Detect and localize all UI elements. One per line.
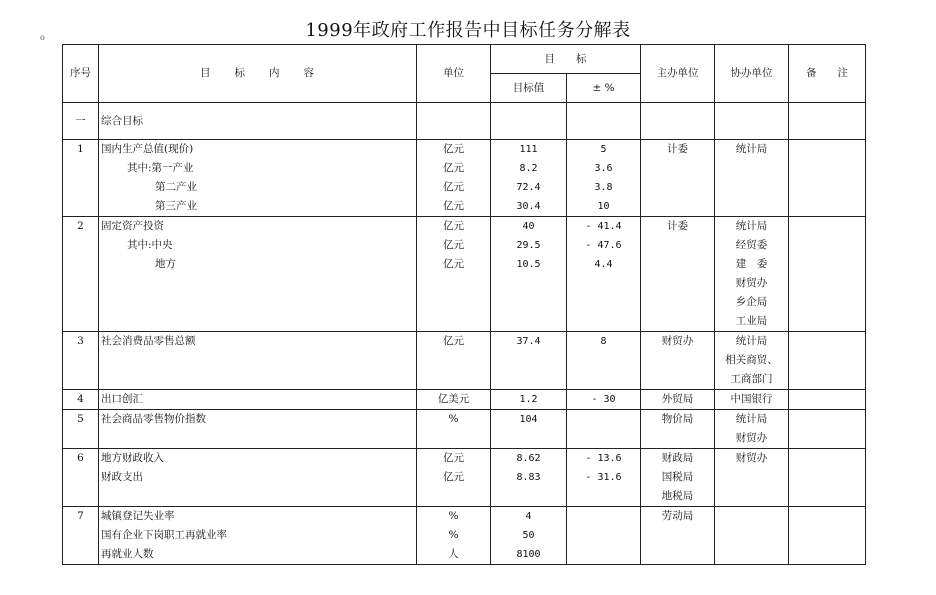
cell-seq: 7	[63, 507, 99, 527]
cell-target-value: 8.2	[491, 159, 567, 178]
cell-change	[567, 429, 641, 449]
cell-remark	[789, 159, 866, 178]
table-row	[63, 468, 866, 487]
cell-assist-unit	[715, 197, 789, 217]
cell-lead-unit	[641, 429, 715, 449]
cell-seq	[63, 487, 99, 507]
header-unit: 单位	[417, 45, 491, 103]
cell-remark	[789, 390, 866, 410]
cell-target-value	[491, 274, 567, 293]
cell-seq: 4	[63, 390, 99, 410]
table-row	[63, 140, 866, 160]
cell-content	[99, 370, 417, 390]
cell-lead-unit	[641, 293, 715, 312]
cell-change	[567, 370, 641, 390]
cell-unit	[417, 370, 491, 390]
table-row	[63, 255, 866, 274]
cell-assist-unit: 经贸委	[715, 236, 789, 255]
cell-lead-unit	[641, 178, 715, 197]
cell-seq	[63, 159, 99, 178]
cell-unit	[417, 293, 491, 312]
cell-content: 第三产业	[99, 197, 417, 217]
cell-assist-unit: 工商部门	[715, 370, 789, 390]
cell-content	[99, 487, 417, 507]
cell-target-value: 104	[491, 410, 567, 430]
table-row	[63, 351, 866, 370]
cell-content: 国有企业下岗职工再就业率	[99, 526, 417, 545]
cell-target-value: 29.5	[491, 236, 567, 255]
cell-content: 其中:中央	[99, 236, 417, 255]
cell-content: 其中:第一产业	[99, 159, 417, 178]
cell-remark	[789, 312, 866, 332]
cell-content	[99, 351, 417, 370]
cell-lead-unit	[641, 526, 715, 545]
cell-target-value: 8.62	[491, 449, 567, 469]
cell-remark	[789, 332, 866, 352]
header-assist: 协办单位	[715, 45, 789, 103]
cell-remark	[789, 274, 866, 293]
cell-assist-unit: 财贸办	[715, 429, 789, 449]
cell-unit	[417, 312, 491, 332]
cell-content	[99, 312, 417, 332]
cell-change	[567, 312, 641, 332]
cell-lead-unit: 计委	[641, 140, 715, 160]
cell-assist-unit: 统计局	[715, 140, 789, 160]
table-row	[63, 545, 866, 565]
header-content: 目 标 内 容	[99, 45, 417, 103]
cell-target-value	[491, 312, 567, 332]
table-row	[63, 370, 866, 390]
header-lead: 主办单位	[641, 45, 715, 103]
cell-target-value: 10.5	[491, 255, 567, 274]
cell-change	[567, 526, 641, 545]
cell-remark	[789, 545, 866, 565]
header-target-value: 目标值	[491, 74, 567, 103]
table-row	[63, 526, 866, 545]
cell-content: 地方	[99, 255, 417, 274]
cell-seq: 3	[63, 332, 99, 352]
cell-remark	[789, 293, 866, 312]
cell-remark	[789, 429, 866, 449]
table-row	[63, 332, 866, 352]
cell-lead-unit: 国税局	[641, 468, 715, 487]
cell-change: 10	[567, 197, 641, 217]
cell-lead-unit: 外贸局	[641, 390, 715, 410]
cell-assist-unit: 统计局	[715, 332, 789, 352]
cell-seq	[63, 526, 99, 545]
cell-unit: 亿元	[417, 236, 491, 255]
cell-content: 国内生产总值(现价)	[99, 140, 417, 160]
table-row	[63, 159, 866, 178]
cell-change: - 31.6	[567, 468, 641, 487]
table-row	[63, 390, 866, 410]
cell-change	[567, 410, 641, 430]
cell-remark	[789, 217, 866, 237]
cell-remark	[789, 236, 866, 255]
cell-unit: 人	[417, 545, 491, 565]
table-row	[63, 236, 866, 255]
cell-remark	[789, 449, 866, 469]
section-seq: 一	[63, 103, 99, 140]
cell-target-value	[491, 351, 567, 370]
cell-content	[99, 429, 417, 449]
cell-lead-unit	[641, 545, 715, 565]
cell-seq	[63, 429, 99, 449]
cell-lead-unit: 财贸办	[641, 332, 715, 352]
target-task-table	[62, 44, 866, 565]
cell-remark	[789, 351, 866, 370]
page-title: 1999年政府工作报告中目标任务分解表	[305, 20, 631, 41]
scan-mark: o	[40, 33, 45, 42]
cell-change: 8	[567, 332, 641, 352]
cell-unit: 亿元	[417, 449, 491, 469]
cell-remark	[789, 140, 866, 160]
cell-remark	[789, 197, 866, 217]
cell-target-value	[491, 487, 567, 507]
cell-lead-unit	[641, 255, 715, 274]
cell-lead-unit	[641, 236, 715, 255]
cell-unit: 亿元	[417, 332, 491, 352]
cell-assist-unit: 相关商贸、	[715, 351, 789, 370]
cell-unit: 亿元	[417, 255, 491, 274]
cell-assist-unit: 财贸办	[715, 274, 789, 293]
table-row	[63, 274, 866, 293]
cell-unit	[417, 429, 491, 449]
cell-seq	[63, 255, 99, 274]
cell-unit: %	[417, 526, 491, 545]
table-row	[63, 410, 866, 430]
cell-lead-unit	[641, 159, 715, 178]
cell-lead-unit: 地税局	[641, 487, 715, 507]
cell-assist-unit	[715, 526, 789, 545]
table-row	[63, 429, 866, 449]
cell-target-value: 72.4	[491, 178, 567, 197]
cell-change: 5	[567, 140, 641, 160]
cell-assist-unit	[715, 545, 789, 565]
cell-assist-unit	[715, 487, 789, 507]
cell-change	[567, 507, 641, 527]
cell-unit: 亿元	[417, 197, 491, 217]
cell-target-value: 50	[491, 526, 567, 545]
cell-unit: 亿元	[417, 178, 491, 197]
cell-seq	[63, 351, 99, 370]
header-target: 目 标	[491, 45, 641, 74]
cell-remark	[789, 178, 866, 197]
cell-assist-unit: 财贸办	[715, 449, 789, 469]
cell-target-value: 40	[491, 217, 567, 237]
cell-unit	[417, 274, 491, 293]
cell-content	[99, 293, 417, 312]
cell-seq	[63, 545, 99, 565]
cell-assist-unit: 统计局	[715, 217, 789, 237]
cell-unit	[417, 487, 491, 507]
cell-change: - 30	[567, 390, 641, 410]
cell-target-value: 8100	[491, 545, 567, 565]
cell-target-value: 30.4	[491, 197, 567, 217]
cell-remark	[789, 487, 866, 507]
cell-unit	[417, 351, 491, 370]
table-row	[63, 197, 866, 217]
cell-remark	[789, 410, 866, 430]
cell-change	[567, 545, 641, 565]
cell-change: 4.4	[567, 255, 641, 274]
cell-change	[567, 487, 641, 507]
cell-lead-unit: 物价局	[641, 410, 715, 430]
cell-remark	[789, 255, 866, 274]
cell-seq	[63, 312, 99, 332]
cell-unit: 亿美元	[417, 390, 491, 410]
table-row	[63, 449, 866, 469]
cell-lead-unit	[641, 274, 715, 293]
cell-content: 财政支出	[99, 468, 417, 487]
cell-remark	[789, 526, 866, 545]
cell-remark	[789, 507, 866, 527]
cell-seq	[63, 274, 99, 293]
cell-content: 第二产业	[99, 178, 417, 197]
cell-content: 地方财政收入	[99, 449, 417, 469]
section-row	[63, 103, 866, 140]
table-row	[63, 487, 866, 507]
cell-target-value	[491, 429, 567, 449]
cell-lead-unit: 财政局	[641, 449, 715, 469]
cell-assist-unit	[715, 159, 789, 178]
cell-target-value: 37.4	[491, 332, 567, 352]
cell-target-value: 1.2	[491, 390, 567, 410]
cell-content: 城镇登记失业率	[99, 507, 417, 527]
cell-change: - 41.4	[567, 217, 641, 237]
cell-content: 出口创汇	[99, 390, 417, 410]
cell-unit: 亿元	[417, 468, 491, 487]
section-content: 综合目标	[99, 103, 417, 140]
table-row	[63, 507, 866, 527]
cell-unit: 亿元	[417, 159, 491, 178]
cell-assist-unit	[715, 507, 789, 527]
cell-remark	[789, 468, 866, 487]
header-change: ± %	[567, 74, 641, 103]
cell-change	[567, 274, 641, 293]
cell-seq	[63, 197, 99, 217]
cell-change: - 47.6	[567, 236, 641, 255]
table-row	[63, 178, 866, 197]
cell-content: 固定资产投资	[99, 217, 417, 237]
cell-content: 社会商品零售物价指数	[99, 410, 417, 430]
cell-target-value: 111	[491, 140, 567, 160]
cell-unit: 亿元	[417, 140, 491, 160]
cell-lead-unit	[641, 370, 715, 390]
header-seq: 序号	[63, 45, 99, 103]
cell-assist-unit	[715, 178, 789, 197]
cell-target-value	[491, 293, 567, 312]
cell-content: 再就业人数	[99, 545, 417, 565]
cell-remark	[789, 370, 866, 390]
cell-content: 社会消费品零售总额	[99, 332, 417, 352]
cell-change	[567, 351, 641, 370]
cell-seq	[63, 293, 99, 312]
cell-change: - 13.6	[567, 449, 641, 469]
table-row	[63, 293, 866, 312]
cell-seq: 2	[63, 217, 99, 237]
cell-content	[99, 274, 417, 293]
cell-seq: 1	[63, 140, 99, 160]
cell-unit: 亿元	[417, 217, 491, 237]
cell-assist-unit: 中国银行	[715, 390, 789, 410]
header-row-1	[63, 45, 866, 74]
table-row	[63, 312, 866, 332]
cell-assist-unit: 工业局	[715, 312, 789, 332]
header-remark: 备 注	[789, 45, 866, 103]
cell-change	[567, 293, 641, 312]
cell-seq: 6	[63, 449, 99, 469]
cell-target-value: 8.83	[491, 468, 567, 487]
cell-seq	[63, 178, 99, 197]
cell-unit: %	[417, 410, 491, 430]
cell-lead-unit	[641, 312, 715, 332]
cell-assist-unit: 统计局	[715, 410, 789, 430]
cell-lead-unit: 劳动局	[641, 507, 715, 527]
table-row	[63, 217, 866, 237]
cell-seq	[63, 468, 99, 487]
cell-lead-unit	[641, 351, 715, 370]
cell-assist-unit: 建 委	[715, 255, 789, 274]
cell-seq: 5	[63, 410, 99, 430]
cell-lead-unit: 计委	[641, 217, 715, 237]
cell-assist-unit	[715, 468, 789, 487]
cell-unit: %	[417, 507, 491, 527]
cell-seq	[63, 370, 99, 390]
cell-lead-unit	[641, 197, 715, 217]
cell-change: 3.6	[567, 159, 641, 178]
cell-assist-unit: 乡企局	[715, 293, 789, 312]
cell-target-value: 4	[491, 507, 567, 527]
cell-change: 3.8	[567, 178, 641, 197]
cell-seq	[63, 236, 99, 255]
cell-target-value	[491, 370, 567, 390]
